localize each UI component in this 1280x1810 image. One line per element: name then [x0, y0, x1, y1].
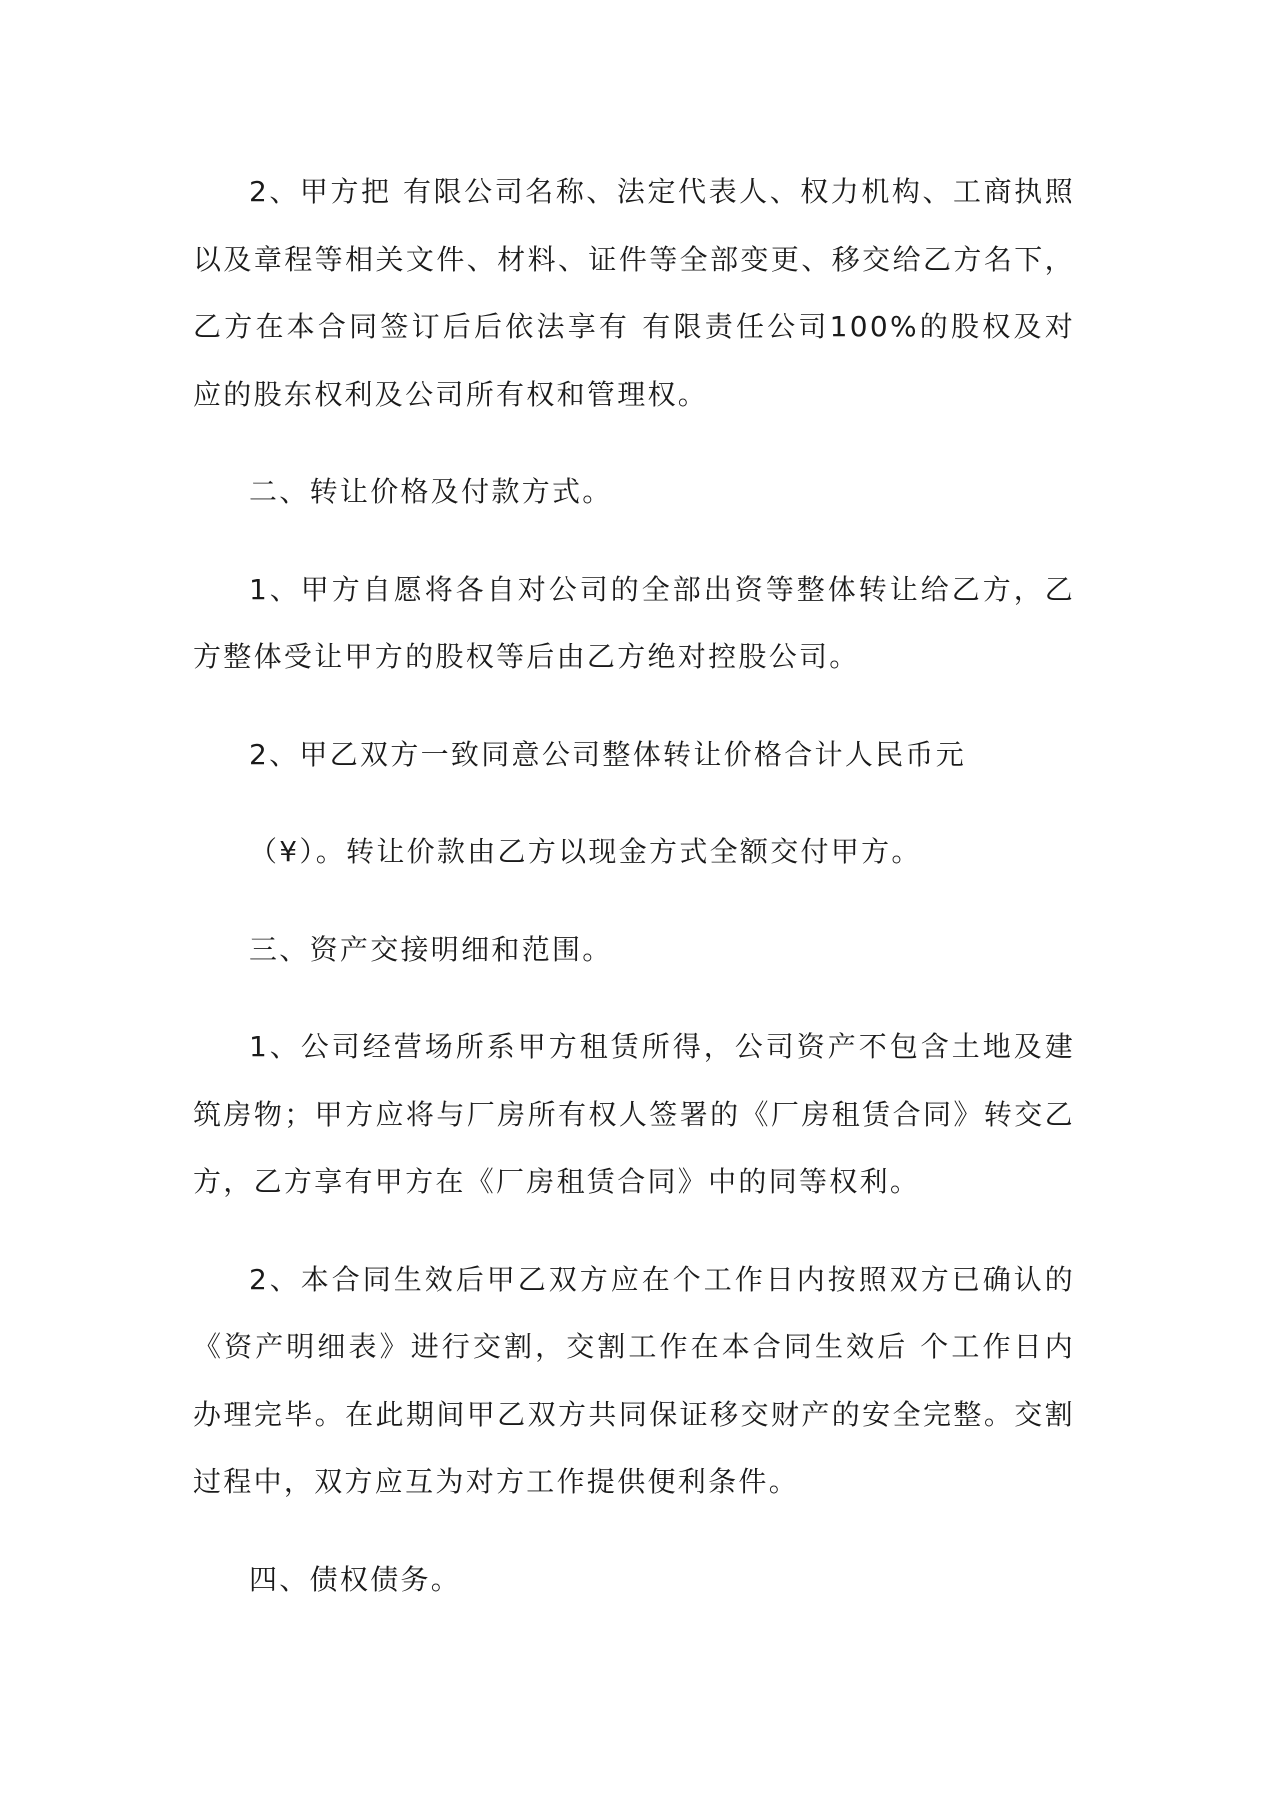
clause-payment-method: （¥）。转让价款由乙方以现金方式全额交付甲方。 — [249, 835, 922, 868]
clause-1-business-premises-lease: 1、公司经营场所系甲方租赁所得，公司资产不包含土地及建筑房物；甲方应将与厂房所有权人签署的《厂房租赁合同》转交乙方，乙方享有甲方在《厂房租赁合同》中的同等权利。 — [193, 1030, 1075, 1198]
section-heading-price-and-payment: 二、转让价格及付款方式。 — [249, 475, 613, 508]
clause-2-transfer-price: 2、甲乙双方一致同意公司整体转让价格合计人民币元 — [249, 737, 967, 771]
clause-2-asset-delivery: 2、本合同生效后甲乙双方应在个工作日内按照双方已确认的《资产明细表》进行交割，交割工作在本合同生效后 个工作日内办理完毕。在此期间甲乙双方共同保证移交财产的安全完整。交割过程中，双方应互为对方工作提供便利条件。 — [193, 1262, 1075, 1498]
section-heading-debts: 四、债权债务。 — [249, 1562, 462, 1596]
clause-2-transfer-of-company-documents: 2、甲方把 有限公司名称、法定代表人、权力机构、工商执照以及章程等相关文件、材料、证件等全部变更、移交给乙方名下，乙方在本合同签订后后依法享有 有限责任公司100%的股权及对应的股东权利及公司所有权和管理权。 — [193, 175, 1075, 411]
clause-1-equity-transfer: 1、甲方自愿将各自对公司的全部出资等整体转让给乙方，乙方整体受让甲方的股权等后由乙方绝对控股公司。 — [193, 572, 1075, 673]
section-heading-asset-handover: 三、资产交接明细和范围。 — [249, 932, 613, 966]
document-page — [193, 158, 1075, 1643]
